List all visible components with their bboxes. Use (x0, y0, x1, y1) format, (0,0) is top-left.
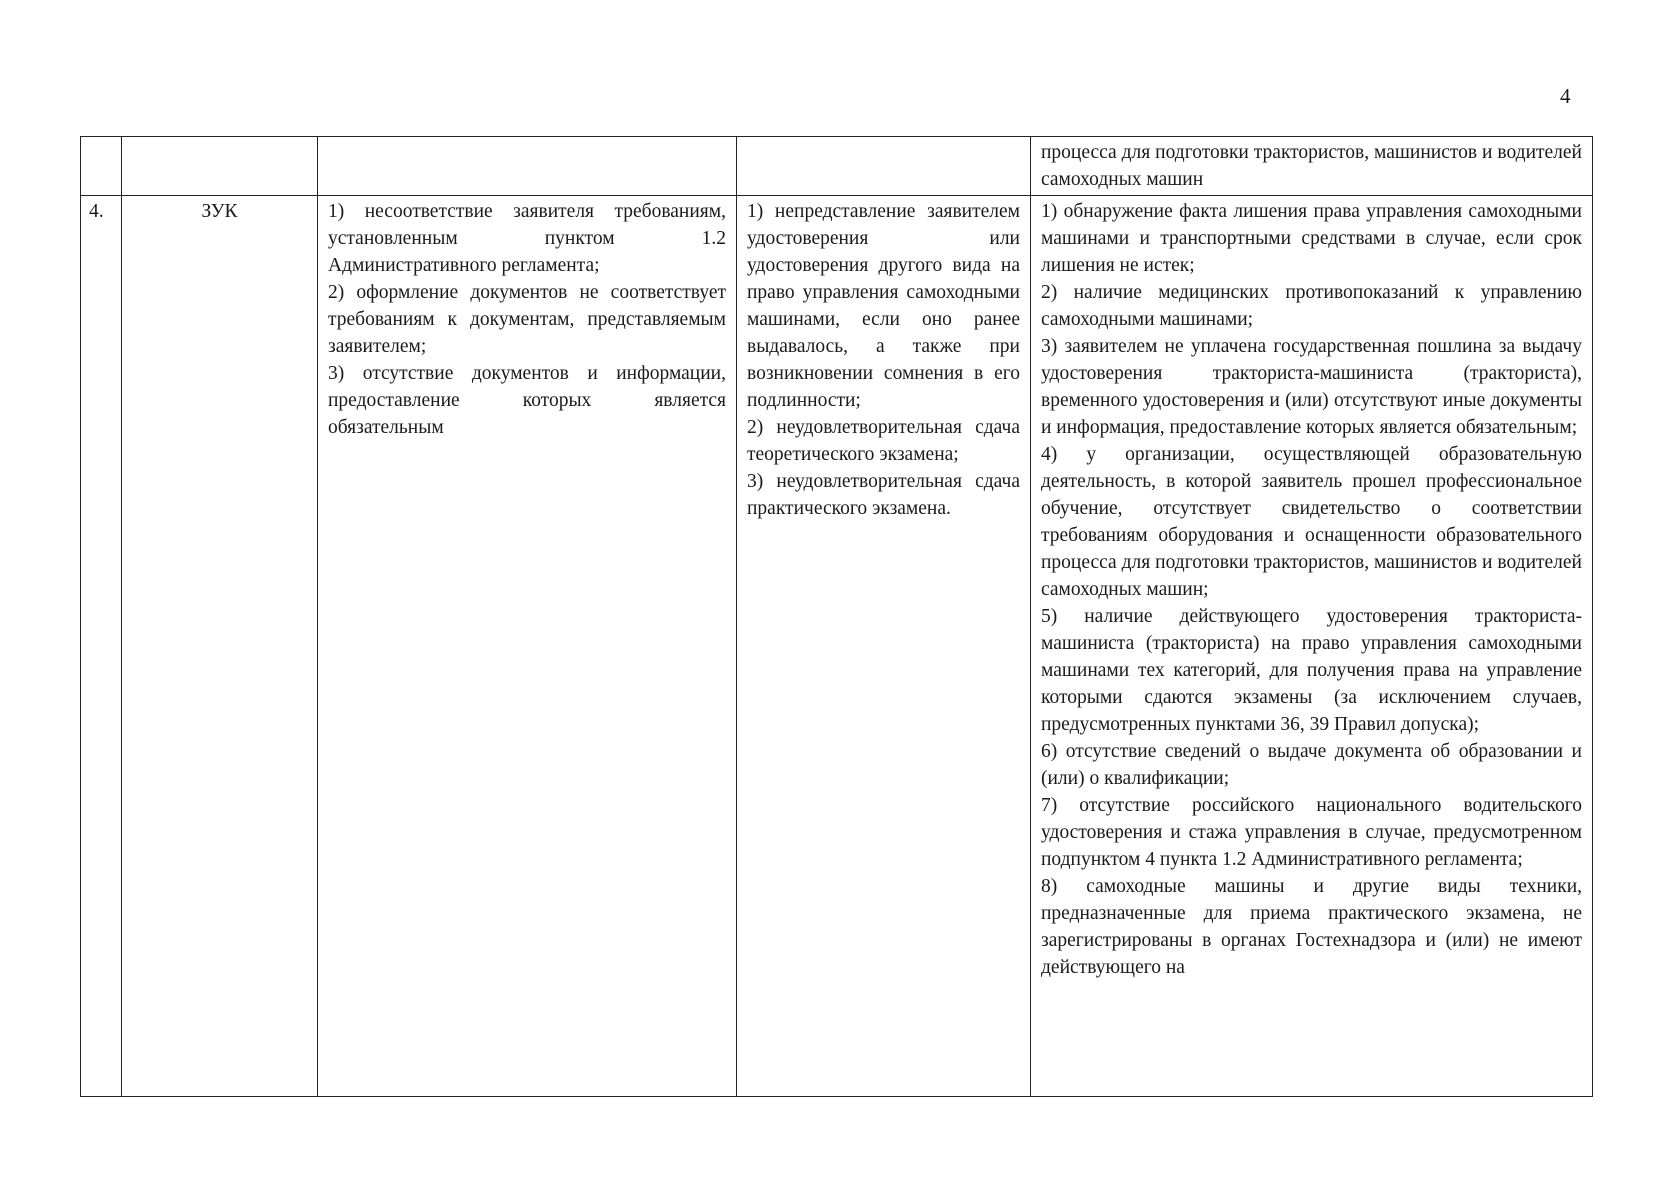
list-item: 2) неудовлетворительная сдача теоретического экзамена; (747, 417, 1020, 465)
list-item: 6) отсутствие сведений о выдаче документа об образовании и (или) о квалификации; (1041, 741, 1582, 789)
cell-empty (122, 137, 318, 196)
list-item: 1) несоответствие заявителя требованиям, установленным пунктом 1.2 Административного регламента; (328, 201, 726, 276)
list-item: 3) отсутствие документов и информации, предоставление которых является обязательным (328, 363, 726, 438)
list-item: 7) отсутствие российского национального водительского удостоверения и стажа управления в случае, предусмотренном подпунктом 4 пункта 1.2 Административного регламента; (1041, 795, 1582, 870)
list-item: 4) у организации, осуществляющей образовательную деятельность, в которой заявитель прошел профессиональное обучение, отсутствует свидетельство о соответствии требованиям оборудования и оснащенности образовательного процесса для подготовки трактористов, машинистов и водителей самоходных машин; (1041, 444, 1582, 600)
list-item: 8) самоходные машины и другие виды техники, предназначенные для приема практического экзамена, не зарегистрированы в органах Гостехнадзора и (или) не имеют действующего на (1041, 876, 1582, 978)
list-item: 2) наличие медицинских противопоказаний к управлению самоходными машинами; (1041, 282, 1582, 330)
list-item: 2) оформление документов не соответствует требованиям к документам, представляемым заявителем; (328, 282, 726, 357)
table-row (81, 196, 1593, 1097)
row-code: ЗУК (122, 196, 318, 1097)
cell-refusal-grounds-service (1031, 196, 1593, 1097)
list-item: 5) наличие действующего удостоверения тракториста-машиниста (тракториста) на право управления самоходными машинами тех категорий, для получения права на управление которыми сдаются экзамены (за исключением случаев, предусмотренных пунктами 36, 39 Правил допуска); (1041, 606, 1582, 735)
table-row-continuation (81, 137, 1593, 196)
cell-suspension-grounds (737, 196, 1031, 1097)
cell-empty (318, 137, 737, 196)
row-number: 4. (81, 196, 122, 1097)
cell-empty (737, 137, 1031, 196)
list-item: 1) обнаружение факта лишения права управления самоходными машинами и транспортными средствами в случае, если срок лишения не истек; (1041, 201, 1582, 276)
list-item: 3) неудовлетворительная сдача практического экзамена. (747, 471, 1020, 519)
list-item: 3) заявителем не уплачена государственная пошлина за выдачу удостоверения тракториста-машиниста (тракториста), временного удостоверения и (или) отсутствуют иные документы и информация, предоставление которых является обязательным; (1041, 336, 1582, 438)
cell-empty (81, 137, 122, 196)
cell-refusal-grounds-reception (318, 196, 737, 1097)
page-number: 4 (1560, 84, 1571, 108)
cell-continuation-text: процесса для подготовки трактористов, машинистов и водителей самоходных машин (1031, 137, 1593, 196)
list-item: 1) непредставление заявителем удостоверения или удостоверения другого вида на право управления самоходными машинами, если оно ранее выдавалось, а также при возникновении сомнения в его подлинности; (747, 201, 1020, 411)
requirements-table (80, 136, 1593, 1097)
